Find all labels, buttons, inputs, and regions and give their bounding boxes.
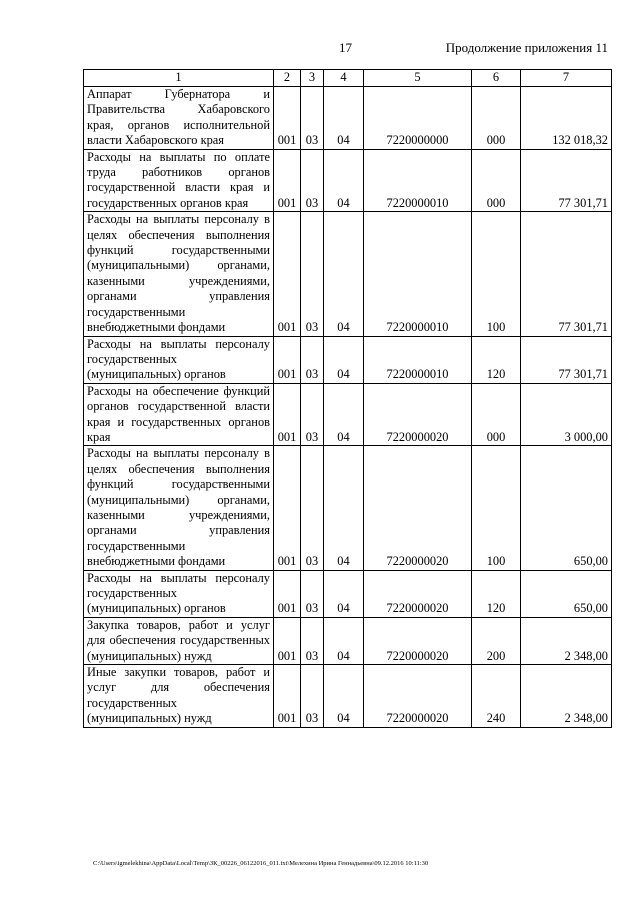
column-header: 1 xyxy=(84,70,274,87)
cell-expense-type: 000 xyxy=(472,87,521,150)
cell-expense-type: 100 xyxy=(472,212,521,336)
cell-expense-type: 120 xyxy=(472,336,521,383)
row-name: Расходы на обеспечение функций органов государственной власти края и государственных органов края xyxy=(84,383,274,446)
cell-amount: 2 348,00 xyxy=(521,665,612,728)
cell-subsection: 04 xyxy=(324,87,364,150)
row-name: Иные закупки товаров, работ и услуг для обеспечения государственных (муниципальных) нужд xyxy=(84,665,274,728)
cell-target-article: 7220000020 xyxy=(364,617,472,664)
cell-expense-type: 100 xyxy=(472,446,521,570)
column-header: 3 xyxy=(301,70,324,87)
cell-section: 03 xyxy=(301,212,324,336)
column-header: 6 xyxy=(472,70,521,87)
cell-ministry: 001 xyxy=(274,336,301,383)
cell-ministry: 001 xyxy=(274,665,301,728)
cell-section: 03 xyxy=(301,149,324,212)
cell-target-article: 7220000010 xyxy=(364,336,472,383)
cell-ministry: 001 xyxy=(274,149,301,212)
file-path-footer: C:\Users\igmelekhina\AppData\Local\Temp\ЗК_00226_06122016_011.txt\Мелехина Ирина Геннадьевна\09.12.2016 10:11:30 xyxy=(93,860,429,867)
row-name: Расходы на выплаты персоналу государственных (муниципальных) органов xyxy=(84,336,274,383)
cell-subsection: 04 xyxy=(324,383,364,446)
cell-section: 03 xyxy=(301,617,324,664)
cell-target-article: 7220000010 xyxy=(364,212,472,336)
cell-section: 03 xyxy=(301,665,324,728)
table-row xyxy=(84,336,612,383)
row-name: Аппарат Губернатора и Правительства Хабаровского края, органов исполнительной власти Хабаровского края xyxy=(84,87,274,150)
budget-table xyxy=(83,69,612,728)
table-header-row xyxy=(84,70,612,87)
cell-subsection: 04 xyxy=(324,149,364,212)
cell-subsection: 04 xyxy=(324,617,364,664)
cell-ministry: 001 xyxy=(274,383,301,446)
cell-amount: 132 018,32 xyxy=(521,87,612,150)
row-name: Расходы на выплаты по оплате труда работников органов государственной власти края и государственных органов края xyxy=(84,149,274,212)
cell-amount: 650,00 xyxy=(521,570,612,617)
cell-target-article: 7220000020 xyxy=(364,383,472,446)
cell-ministry: 001 xyxy=(274,87,301,150)
row-name: Расходы на выплаты персоналу в целях обеспечения выполнения функций государственными (муниципальными) органами, казенными учреждениями, органами управления государственными внебюджетными фондами xyxy=(84,446,274,570)
cell-section: 03 xyxy=(301,446,324,570)
cell-ministry: 001 xyxy=(274,212,301,336)
cell-target-article: 7220000010 xyxy=(364,149,472,212)
column-header: 2 xyxy=(274,70,301,87)
cell-subsection: 04 xyxy=(324,336,364,383)
cell-target-article: 7220000020 xyxy=(364,446,472,570)
cell-ministry: 001 xyxy=(274,617,301,664)
cell-amount: 77 301,71 xyxy=(521,149,612,212)
table-row xyxy=(84,665,612,728)
cell-ministry: 001 xyxy=(274,570,301,617)
row-name: Расходы на выплаты персоналу в целях обеспечения выполнения функций государственными (муниципальными) органами, казенными учреждениями, органами управления государственными внебюджетными фондами xyxy=(84,212,274,336)
table-row xyxy=(84,446,612,570)
cell-subsection: 04 xyxy=(324,570,364,617)
cell-amount: 3 000,00 xyxy=(521,383,612,446)
cell-expense-type: 240 xyxy=(472,665,521,728)
table-row xyxy=(84,617,612,664)
page-number: 17 xyxy=(339,40,352,55)
continuation-title: Продолжение приложения 11 xyxy=(445,40,608,55)
table-row xyxy=(84,87,612,150)
cell-section: 03 xyxy=(301,383,324,446)
cell-amount: 2 348,00 xyxy=(521,617,612,664)
row-name: Закупка товаров, работ и услуг для обеспечения государственных (муниципальных) нужд xyxy=(84,617,274,664)
column-header: 7 xyxy=(521,70,612,87)
table-row xyxy=(84,212,612,336)
cell-section: 03 xyxy=(301,570,324,617)
cell-subsection: 04 xyxy=(324,446,364,570)
table-row xyxy=(84,383,612,446)
cell-expense-type: 000 xyxy=(472,149,521,212)
cell-subsection: 04 xyxy=(324,212,364,336)
cell-ministry: 001 xyxy=(274,446,301,570)
column-header: 4 xyxy=(324,70,364,87)
cell-subsection: 04 xyxy=(324,665,364,728)
cell-amount: 77 301,71 xyxy=(521,336,612,383)
cell-target-article: 7220000000 xyxy=(364,87,472,150)
cell-expense-type: 000 xyxy=(472,383,521,446)
cell-amount: 650,00 xyxy=(521,446,612,570)
cell-expense-type: 200 xyxy=(472,617,521,664)
row-name: Расходы на выплаты персоналу государственных (муниципальных) органов xyxy=(84,570,274,617)
cell-amount: 77 301,71 xyxy=(521,212,612,336)
column-header: 5 xyxy=(364,70,472,87)
table-row xyxy=(84,570,612,617)
cell-target-article: 7220000020 xyxy=(364,665,472,728)
cell-section: 03 xyxy=(301,87,324,150)
table-row xyxy=(84,149,612,212)
cell-section: 03 xyxy=(301,336,324,383)
cell-target-article: 7220000020 xyxy=(364,570,472,617)
cell-expense-type: 120 xyxy=(472,570,521,617)
